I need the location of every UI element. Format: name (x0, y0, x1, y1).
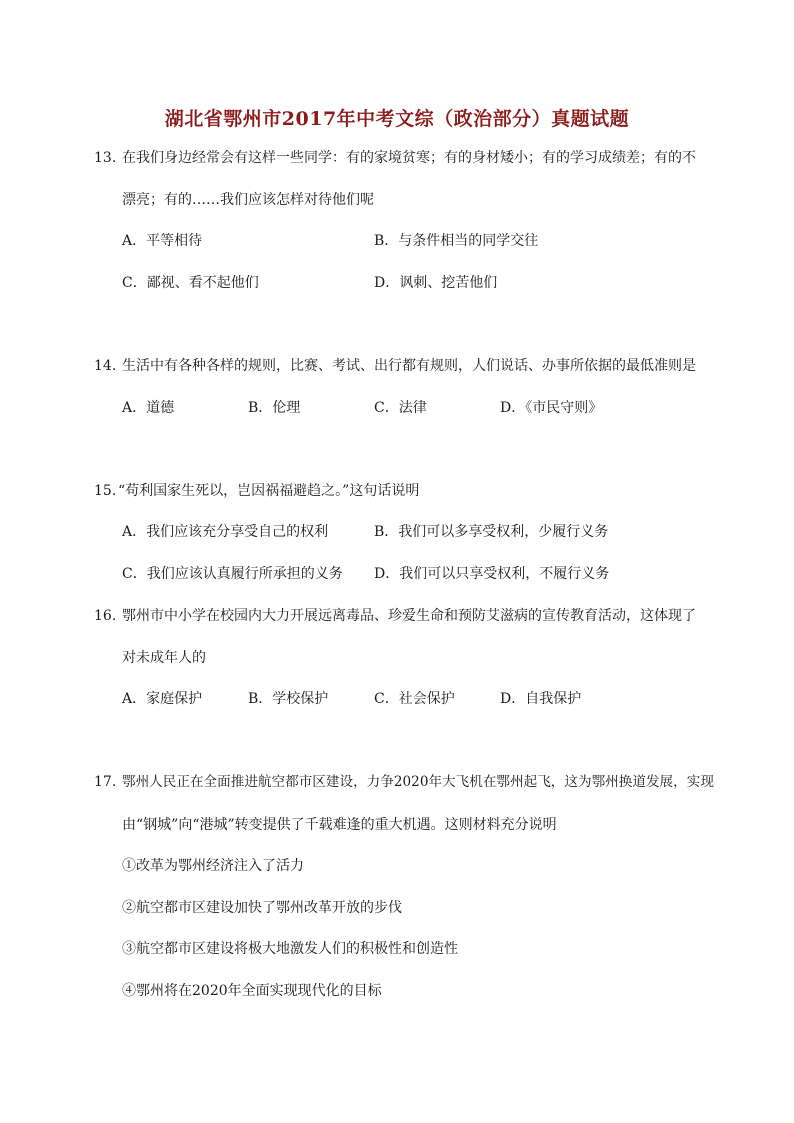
option-d: D．《市民守则》 (500, 400, 603, 416)
option-c: C．社会保护 (374, 691, 455, 707)
option-c: C．法律 (374, 400, 427, 416)
option-b: B．伦理 (248, 400, 301, 416)
question-text: 由“钢城”向“港城”转变提供了千载难逢的重大机遇。这则材料充分说明 (122, 817, 557, 833)
option-c: C．我们应该认真履行所承担的义务 (122, 566, 343, 582)
statement-2: ②航空都市区建设加快了鄂州改革开放的步伐 (122, 900, 402, 916)
question-text: 在我们身边经常会有这样一些同学：有的家境贫寒；有的身材矮小；有的学习成绩差；有的不 (122, 150, 696, 166)
option-a: A．我们应该充分享受自己的权利 (122, 524, 329, 540)
page-title: 湖北省鄂州市2017年中考文综（政治部分）真题试题 (164, 108, 630, 130)
question-text: “苟利国家生死以，岂因祸福避趋之。”这句话说明 (118, 483, 420, 499)
option-b: B．我们可以多享受权利，少履行义务 (374, 524, 609, 540)
option-b: B．学校保护 (248, 691, 329, 707)
question-text: 生活中有各种各样的规则，比赛、考试、出行都有规则，人们说话、办事所依据的最低准则是 (122, 358, 696, 374)
option-d: D．讽刺、挖苦他们 (374, 275, 498, 291)
question-text: 漂亮；有的……我们应该怎样对待他们呢 (122, 192, 374, 208)
question-number: 14. (94, 358, 117, 374)
statement-1: ①改革为鄂州经济注入了活力 (122, 858, 304, 874)
question-number: 16. (94, 608, 117, 624)
option-a: A．道德 (122, 400, 175, 416)
option-a: A．家庭保护 (122, 691, 203, 707)
question-number: 13. (94, 150, 117, 166)
option-d: D．自我保护 (500, 691, 582, 707)
question-number: 15. (94, 483, 117, 499)
option-c: C．鄙视、看不起他们 (122, 275, 259, 291)
option-a: A．平等相待 (122, 233, 203, 249)
option-d: D．我们可以只享受权利，不履行义务 (374, 566, 610, 582)
question-number: 17. (94, 774, 117, 790)
statement-4: ④鄂州将在2020年全面实现现代化的目标 (122, 983, 382, 999)
question-text: 对未成年人的 (122, 650, 206, 666)
statement-3: ③航空都市区建设将极大地激发人们的积极性和创造性 (122, 941, 458, 957)
question-text: 鄂州市中小学在校园内大力开展远离毒品、珍爱生命和预防艾滋病的宣传教育活动，这体现了 (122, 608, 696, 624)
question-text: 鄂州人民正在全面推进航空都市区建设，力争2020年大飞机在鄂州起飞，这为鄂州换道发展，实现 (122, 774, 714, 790)
option-b: B．与条件相当的同学交往 (374, 233, 539, 249)
